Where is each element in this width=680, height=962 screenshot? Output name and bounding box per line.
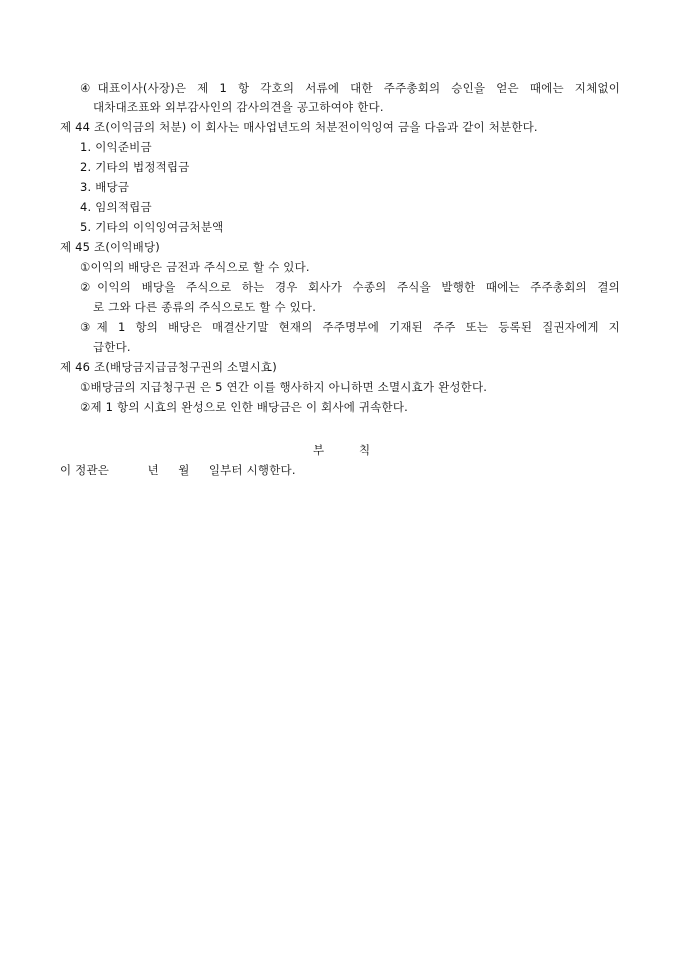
art44-heading: 제 44 조(이익금의 처분) 이 회사는 매사업년도의 처분전이익잉여 금을 다음과 같이 처분한다. — [60, 120, 538, 134]
art46-heading: 제 46 조(배당금지급금청구권의 소멸시효) — [60, 360, 277, 374]
art44-item-1: 1. 이익준비금 — [80, 140, 152, 154]
art45-item3-line2: 급한다. — [93, 340, 131, 354]
art43-item4-line1: ④대표이사(사장)은 제 1 항 각호의 서류에 대한 주주총회의 승인을 얻은 때에는 지체없이 — [80, 81, 620, 95]
art44-item-5: 5. 기타의 이익잉여금처분액 — [80, 220, 224, 234]
art45-item3-line1: ③제 1 항의 배당은 매결산기말 현재의 주주명부에 기재된 주주 또는 등록된 질권자에게 지 — [80, 320, 620, 334]
art46-item1: ①배당금의 지급청구권 은 5 연간 이를 행사하지 아니하면 소멸시효가 완성한다. — [80, 380, 488, 394]
art44-item-2: 2. 기타의 법정적립금 — [80, 160, 190, 174]
art45-item2-line1: ②이익의 배당을 주식으로 하는 경우 회사가 수종의 주식을 발행한 때에는 주주총회의 결의 — [80, 280, 620, 294]
supplementary-title: 부 칙 — [313, 443, 371, 457]
art45-item1: ①이익의 배당은 금전과 주식으로 할 수 있다. — [80, 260, 310, 274]
art43-item4-line2: 대차대조표와 외부감사인의 감사의견을 공고하여야 한다. — [93, 100, 384, 114]
art44-item-4: 4. 임의적립금 — [80, 200, 152, 214]
art45-item2-line2: 로 그와 다른 종류의 주식으로도 할 수 있다. — [93, 300, 317, 314]
art46-item2: ②제 1 항의 시효의 완성으로 인한 배당금은 이 회사에 귀속한다. — [80, 400, 408, 414]
art45-heading: 제 45 조(이익배당) — [60, 240, 160, 254]
art44-item-3: 3. 배당금 — [80, 180, 130, 194]
supplementary-text: 이 정관은 년 월 일부터 시행한다. — [60, 463, 296, 477]
